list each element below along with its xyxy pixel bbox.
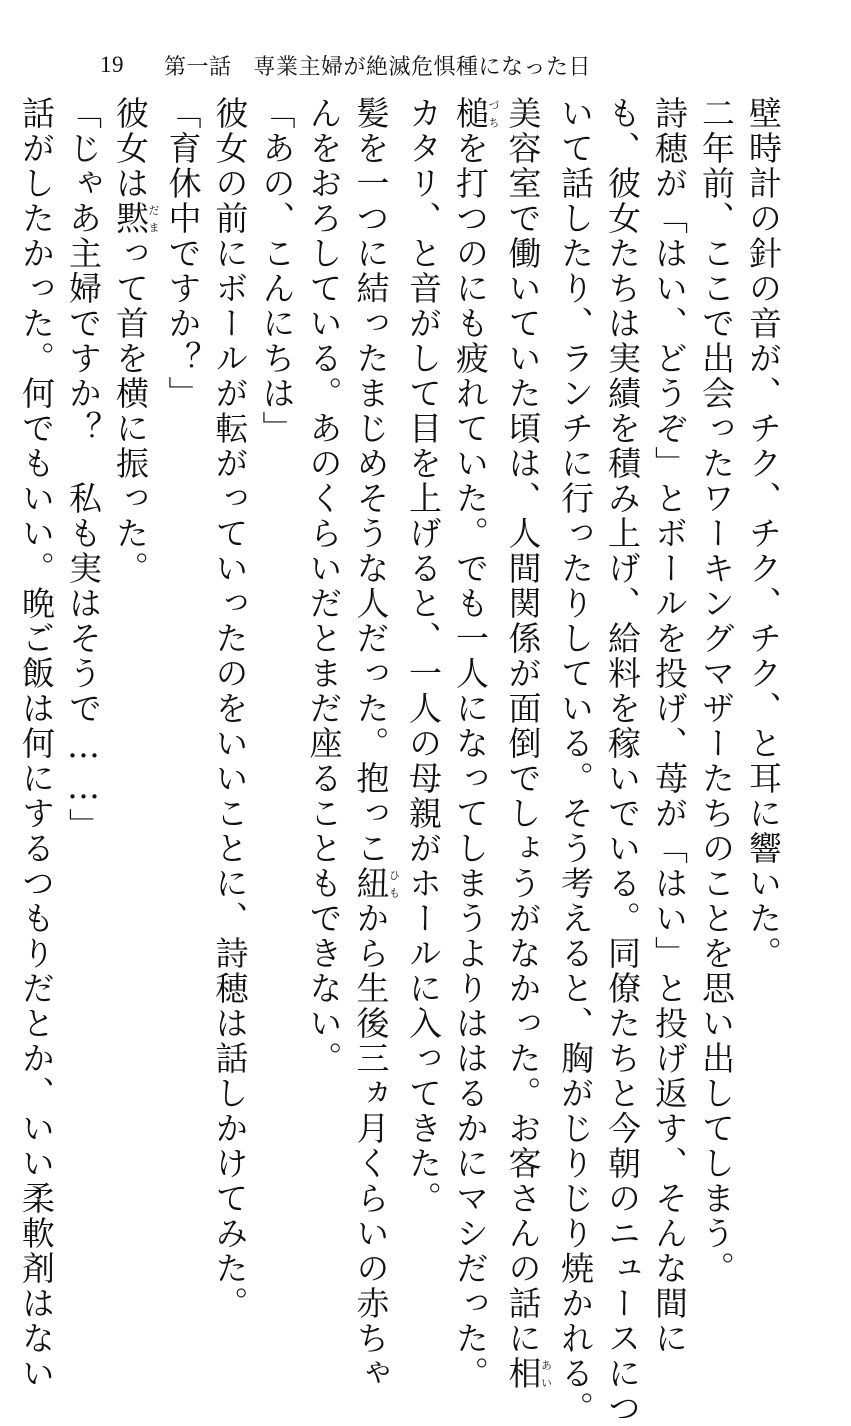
text-line: 話がしたかった。何でもいい。晩ご飯は何にするつもりだとか、いい柔軟剤はない	[17, 96, 56, 1391]
dialogue-line: 「育休中ですか？」	[163, 96, 203, 411]
running-head	[100, 50, 591, 80]
text-line: 詩穂が「はい、どうぞ」とボールを投げ、苺が「はい」と投げ返す、そんな間に	[650, 96, 689, 1356]
text-line: 美容室で働いていた頃は、人間関係が面倒でしょうがなかった。お客さんの話に相あい	[503, 96, 553, 1391]
text-line: 槌づちを打つのにも疲れていた。でも一人になってしまうよりははるかにマシだった。	[451, 96, 500, 1391]
dialogue-line: 「あの、こんにちは」	[257, 96, 297, 446]
text-line: 彼女の前にボールが転がっていったのをいいことに、詩穂は話しかけてみた。	[210, 96, 250, 1321]
page-number: 19	[100, 52, 124, 77]
text-line: 二年前、ここで出会ったワーキングマザーたちのことを思い出してしまう。	[697, 96, 736, 1286]
text-line: いて話したり、ランチに行ったりしている。そう考えると、胸がじりじり焼かれる。	[556, 96, 595, 1426]
text-line: カタリ、と音がして目を上げると、一人の母親がホールに入ってきた。	[404, 96, 443, 1216]
text-line: も、彼女たちは実績を積み上げ、給料を稼いでいる。同僚たちと今朝のニュースにつ	[603, 96, 642, 1426]
furigana-word: 黙だま	[111, 201, 160, 236]
text-line: んをおろしている。あのくらいだとまだ座ることもできない。	[304, 96, 344, 1076]
furigana-word: 相あい	[503, 1356, 553, 1391]
text-line: 彼女は黙だまって首を横に振った。	[111, 96, 160, 586]
chapter-title: 専業主婦が絶滅危惧種になった日	[253, 54, 592, 80]
chapter-number: 第一話	[164, 54, 232, 80]
furigana-word: 槌づち	[451, 96, 500, 131]
furigana-word: 紐ひも	[351, 866, 401, 901]
dialogue-line: 「じゃあ主婦ですか？ 私も実はそうで……」	[64, 96, 103, 843]
body-text	[13, 96, 787, 1426]
text-line: 髪を一つに結ったまじめそうな人だった。抱っこ紐ひもから生後三ヵ月くらいの赤ちゃ	[351, 96, 401, 1391]
text-line: 壁時計の針の音が、チク、チク、チク、と耳に響いた。	[744, 96, 783, 971]
